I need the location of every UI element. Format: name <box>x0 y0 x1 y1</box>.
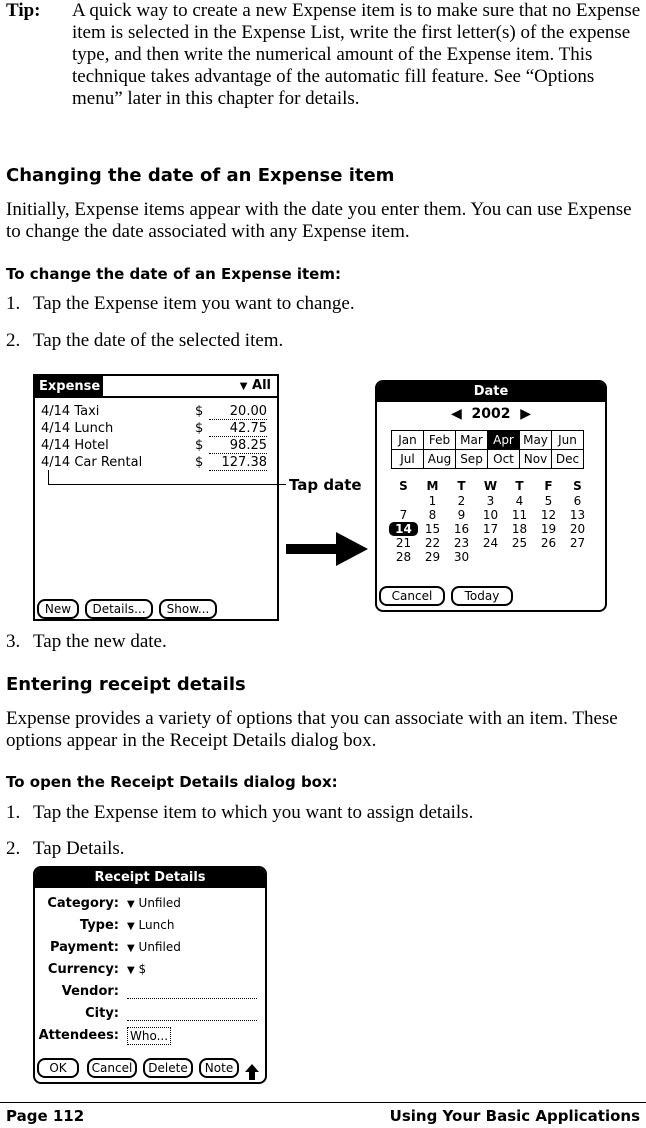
show-button[interactable]: Show... <box>159 599 217 619</box>
weekday-label: T <box>515 479 524 493</box>
today-button[interactable]: Today <box>451 586 513 606</box>
day-cell[interactable]: 20 <box>569 522 586 536</box>
day-cell[interactable]: 24 <box>482 536 499 550</box>
cancel-button[interactable]: Cancel <box>379 586 445 606</box>
callout-line-vertical <box>48 470 49 485</box>
callout-line-horizontal <box>48 484 286 485</box>
footer-rule <box>0 1102 646 1103</box>
weekday-label: S <box>573 479 582 493</box>
right-arrow-icon <box>286 532 368 566</box>
right-triangle-icon[interactable]: ▶ <box>520 406 532 422</box>
type-label: Type: <box>79 918 119 933</box>
step-2 <box>6 330 283 352</box>
day-cell[interactable]: 23 <box>453 536 470 550</box>
receipt-details-dialog <box>33 866 267 1084</box>
expense-amount: 127.38 <box>209 455 267 471</box>
day-cell[interactable]: 19 <box>540 522 557 536</box>
attendees-label: Attendees: <box>38 1028 119 1043</box>
expense-row[interactable] <box>41 421 267 438</box>
expense-row[interactable] <box>41 404 267 421</box>
tip-label: Tip: <box>6 0 41 21</box>
day-cell[interactable]: 4 <box>515 494 524 508</box>
new-button[interactable]: New <box>37 599 79 619</box>
category-picker[interactable] <box>240 378 271 393</box>
currency-value: $ <box>138 962 147 976</box>
expense-row[interactable] <box>41 455 267 472</box>
day-cell[interactable]: 11 <box>511 508 528 522</box>
day-cell[interactable]: 13 <box>569 508 586 522</box>
weekday-label: W <box>483 479 498 493</box>
weekday-label: S <box>399 479 408 493</box>
ok-button[interactable]: OK <box>37 1058 79 1078</box>
day-cell[interactable]: 29 <box>424 550 441 564</box>
day-cell[interactable]: 12 <box>540 508 557 522</box>
step-1 <box>6 802 473 824</box>
day-cell[interactable]: 18 <box>511 522 528 536</box>
section-body-receipt-details: Expense provides a variety of options that you can associate with an item. These options appear in the Receipt Details dialog box. <box>6 708 618 751</box>
category-value: All <box>252 378 271 393</box>
day-cell[interactable]: 15 <box>424 522 441 536</box>
weekday-label: M <box>426 479 439 493</box>
step-text: Tap the Expense item to which you want to assign details. <box>33 802 474 823</box>
month-cell[interactable]: Jun <box>552 431 584 450</box>
category-label: Category: <box>47 896 119 911</box>
month-cell[interactable]: Mar <box>456 431 488 450</box>
step-text: Tap the date of the selected item. <box>33 330 284 351</box>
payment-value: Unfiled <box>138 940 181 954</box>
type-picker[interactable] <box>127 918 174 932</box>
section-heading-change-date: Changing the date of an Expense item <box>6 165 395 186</box>
expense-desc: 4/14 Car Rental <box>41 455 143 470</box>
triangle-down-icon: ▼ <box>127 965 135 976</box>
vendor-field[interactable] <box>127 986 257 999</box>
procedure-heading-change-date: To change the date of an Expense item: <box>6 265 341 283</box>
receipt-details-title: Receipt Details <box>35 868 265 888</box>
triangle-down-icon: ▼ <box>127 899 135 910</box>
step-number: 3. <box>6 631 21 652</box>
day-cell[interactable]: 7 <box>399 508 408 522</box>
month-cell[interactable]: Sep <box>456 450 488 469</box>
day-cell <box>534 550 563 564</box>
month-cell-selected[interactable]: Apr <box>488 431 520 450</box>
day-cell[interactable]: 30 <box>453 550 470 564</box>
day-cell[interactable]: 28 <box>395 550 412 564</box>
triangle-down-icon: ▼ <box>239 381 248 392</box>
expense-amount: 42.75 <box>209 421 267 437</box>
expense-desc: 4/14 Taxi <box>41 404 100 419</box>
day-cell <box>476 550 505 564</box>
step-text: Tap Details. <box>33 838 125 859</box>
delete-button[interactable]: Delete <box>143 1058 193 1078</box>
day-cell[interactable]: 26 <box>540 536 557 550</box>
expense-currency: $ <box>195 421 204 436</box>
expense-currency: $ <box>195 438 204 453</box>
year-selector <box>377 406 605 422</box>
city-label: City: <box>85 1006 119 1021</box>
city-field[interactable] <box>127 1008 257 1021</box>
expense-list-screen <box>33 374 279 621</box>
tip-text: A quick way to create a new Expense item is to make sure that no Expense item is selected in the Expense List, write the first letter(s) of the expense type, and then write the numerical amount of the Expense item. This technique takes advantage of the automatic fill feature. See “Options menu” later in this chapter for details. <box>72 0 641 109</box>
day-grid <box>389 478 592 564</box>
year-value: 2002 <box>471 406 511 422</box>
tap-date-callout: Tap date <box>289 476 362 494</box>
procedure-heading-receipt-details: To open the Receipt Details dialog box: <box>6 773 338 791</box>
date-title: Date <box>377 382 605 402</box>
currency-picker[interactable] <box>127 962 146 976</box>
triangle-down-icon: ▼ <box>127 921 135 932</box>
currency-label: Currency: <box>47 962 119 977</box>
month-cell[interactable]: Dec <box>552 450 584 469</box>
vendor-label: Vendor: <box>61 984 119 999</box>
step-1 <box>6 293 355 315</box>
expense-amount: 98.25 <box>209 438 267 454</box>
left-triangle-icon[interactable]: ◀ <box>450 406 462 422</box>
day-cell-selected[interactable]: 14 <box>389 522 418 536</box>
month-cell[interactable]: May <box>520 431 552 450</box>
month-cell[interactable]: Aug <box>424 450 456 469</box>
expense-currency: $ <box>195 455 204 470</box>
payment-label: Payment: <box>49 940 119 955</box>
type-value: Lunch <box>138 918 175 932</box>
payment-picker[interactable] <box>127 940 181 954</box>
section-body-change-date: Initially, Expense items appear with the date you enter them. You can use Expense to change the date associated with any Expense item. <box>6 199 632 242</box>
day-cell[interactable]: 5 <box>544 494 553 508</box>
day-cell <box>505 550 534 564</box>
day-cell[interactable]: 27 <box>569 536 586 550</box>
step-3 <box>6 631 167 653</box>
day-cell[interactable]: 9 <box>457 508 466 522</box>
step-number: 1. <box>6 293 21 314</box>
step-2 <box>6 838 125 860</box>
triangle-down-icon: ▼ <box>127 943 135 954</box>
day-cell[interactable]: 6 <box>573 494 582 508</box>
day-cell <box>563 550 592 564</box>
step-number: 2. <box>6 330 21 351</box>
day-cell[interactable]: 1 <box>428 494 437 508</box>
step-number: 2. <box>6 838 21 859</box>
cancel-button[interactable]: Cancel <box>87 1058 137 1078</box>
step-number: 1. <box>6 802 21 823</box>
day-cell[interactable]: 3 <box>486 494 495 508</box>
graffiti-shift-arrow-icon <box>245 1064 259 1080</box>
month-cell[interactable]: Jan <box>392 431 424 450</box>
note-button[interactable]: Note <box>199 1058 239 1078</box>
date-picker-screen <box>375 380 607 612</box>
month-grid <box>391 430 584 469</box>
day-cell[interactable]: 17 <box>482 522 499 536</box>
step-text: Tap the new date. <box>33 631 167 652</box>
month-cell[interactable]: Oct <box>488 450 520 469</box>
day-cell[interactable]: 2 <box>457 494 466 508</box>
expense-amount: 20.00 <box>209 404 267 420</box>
who-button[interactable]: Who... <box>127 1027 171 1045</box>
weekday-label: T <box>457 479 466 493</box>
day-cell[interactable]: 21 <box>395 536 412 550</box>
day-cell[interactable]: 10 <box>482 508 499 522</box>
day-cell[interactable]: 22 <box>424 536 441 550</box>
expense-currency: $ <box>195 404 204 419</box>
day-cell[interactable]: 8 <box>428 508 437 522</box>
month-cell[interactable]: Nov <box>520 450 552 469</box>
expense-title: Expense <box>35 376 103 398</box>
day-cell[interactable] <box>389 494 418 508</box>
chapter-title: Using Your Basic Applications <box>389 1107 640 1125</box>
page-number: Page 112 <box>6 1107 85 1125</box>
month-cell[interactable]: Jul <box>392 450 424 469</box>
expense-desc: 4/14 Lunch <box>41 421 114 436</box>
day-cell[interactable]: 16 <box>453 522 470 536</box>
expense-row[interactable] <box>41 438 267 455</box>
details-button[interactable]: Details... <box>85 599 153 619</box>
expense-desc: 4/14 Hotel <box>41 438 109 453</box>
day-cell[interactable]: 25 <box>511 536 528 550</box>
category-picker[interactable] <box>127 896 181 910</box>
weekday-label: F <box>544 479 553 493</box>
month-cell[interactable]: Feb <box>424 431 456 450</box>
step-text: Tap the Expense item you want to change. <box>33 293 355 314</box>
title-underline <box>35 396 277 398</box>
category-value: Unfiled <box>138 896 181 910</box>
section-heading-receipt-details: Entering receipt details <box>6 674 246 695</box>
